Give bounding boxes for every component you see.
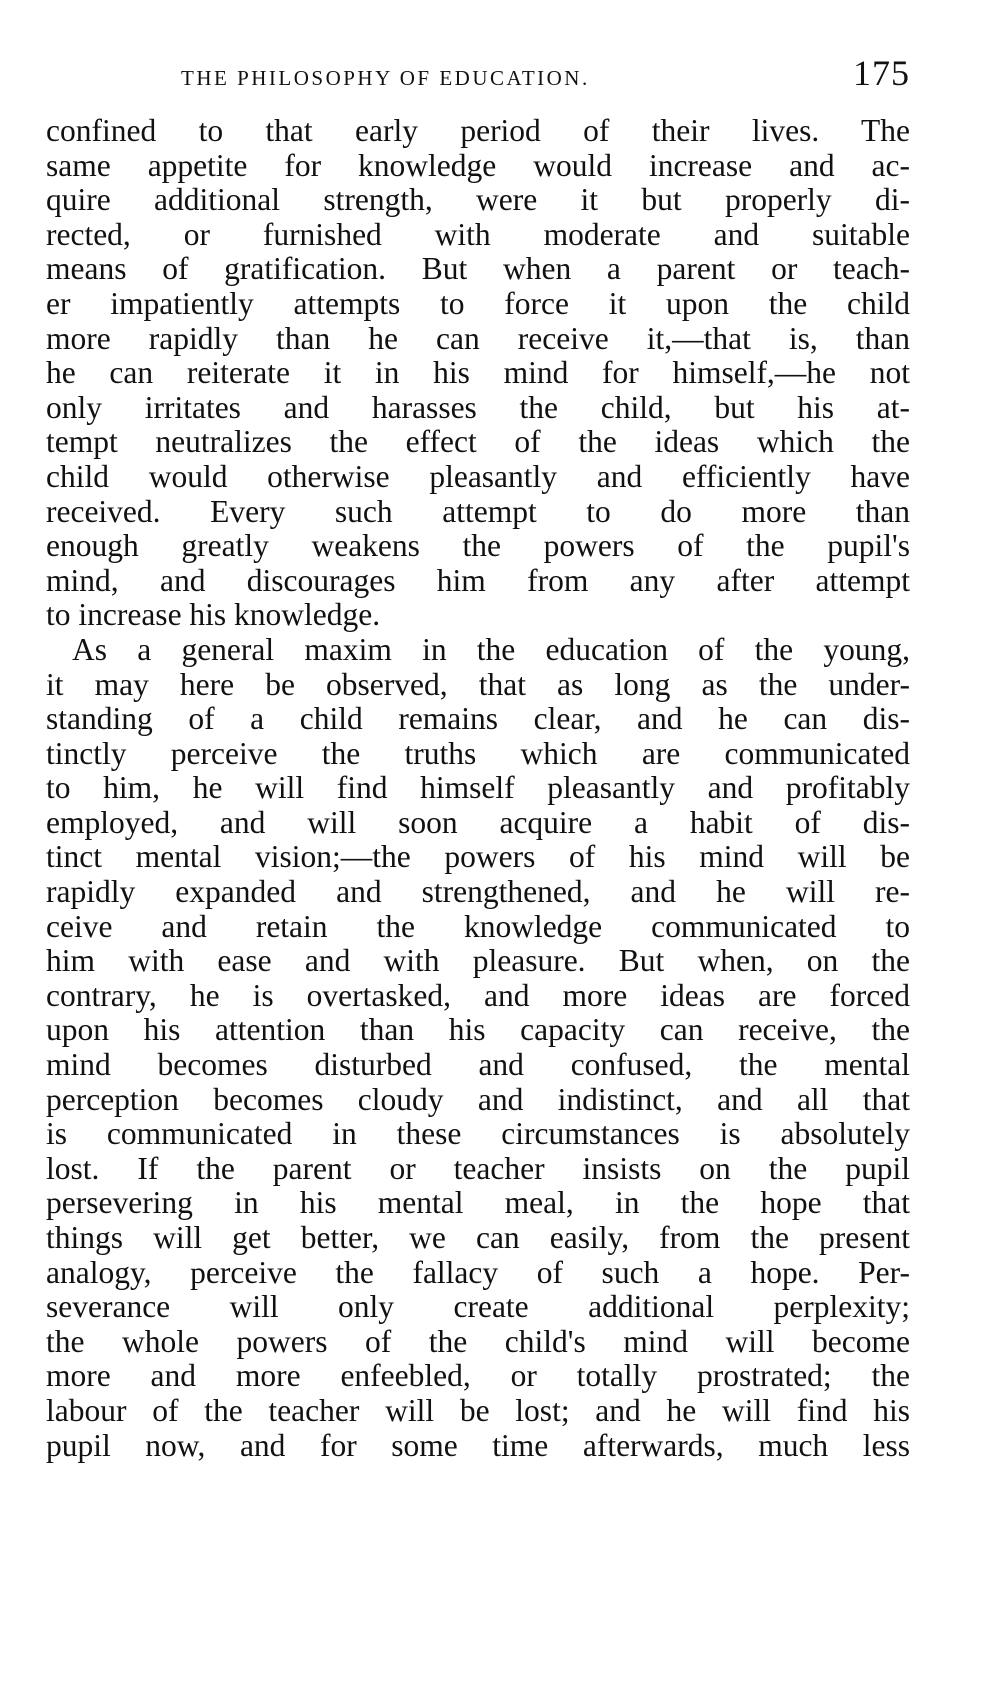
- text-line: him with ease and with pleasure. But when, on the: [46, 943, 910, 979]
- text-line: rapidly expanded and strengthened, and he will re-: [46, 874, 910, 910]
- text-line: upon his attention than his capacity can receive, the: [46, 1012, 910, 1048]
- paragraph-1: [46, 114, 910, 633]
- text-line: is communicated in these circumstances is absolutely: [46, 1116, 910, 1152]
- running-head: [46, 52, 910, 102]
- text-line: to increase his knowledge.: [46, 597, 381, 633]
- text-line: standing of a child remains clear, and he can dis-: [46, 701, 910, 737]
- text-line: mind becomes disturbed and confused, the mental: [46, 1047, 910, 1083]
- text-line: rected, or furnished with moderate and suitable: [46, 216, 910, 252]
- text-line: the whole powers of the child's mind will become: [46, 1323, 910, 1359]
- text-line: pupil now, and for some time afterwards, much less: [46, 1427, 910, 1463]
- running-title: THE PHILOSOPHY OF EDUCATION.: [181, 66, 590, 90]
- text-line: to him, he will find himself pleasantly and profitably: [46, 770, 910, 806]
- book-page: [46, 52, 910, 1463]
- text-line: same appetite for knowledge would increase and ac-: [46, 147, 910, 183]
- text-line: employed, and will soon acquire a habit of dis-: [46, 804, 910, 840]
- text-line: severance will only create additional perplexity;: [46, 1289, 910, 1325]
- text-line: child would otherwise pleasantly and efficiently have: [46, 458, 910, 494]
- text-line: ceive and retain the knowledge communicated to: [46, 908, 910, 944]
- page-number: 175: [853, 53, 910, 93]
- text-line: As a general maxim in the education of the young,: [72, 631, 910, 667]
- paragraph-2: [46, 633, 910, 1463]
- text-line: contrary, he is overtasked, and more ideas are forced: [46, 977, 910, 1013]
- body-text: [46, 114, 910, 1463]
- text-line: er impatiently attempts to force it upon the child: [46, 285, 910, 321]
- text-line: received. Every such attempt to do more than: [46, 493, 910, 529]
- text-line: only irritates and harasses the child, but his at-: [46, 389, 910, 425]
- text-line: tinct mental vision;—the powers of his mind will be: [46, 839, 910, 875]
- text-line: means of gratification. But when a parent or teach-: [46, 251, 910, 287]
- text-line: persevering in his mental meal, in the hope that: [46, 1185, 910, 1221]
- text-line: it may here be observed, that as long as the under-: [46, 666, 910, 702]
- text-line: analogy, perceive the fallacy of such a hope. Per-: [46, 1254, 910, 1290]
- text-line: he can reiterate it in his mind for himself,—he not: [46, 355, 910, 391]
- text-line: quire additional strength, were it but properly di-: [46, 182, 910, 218]
- text-line: perception becomes cloudy and indistinct, and all that: [46, 1081, 910, 1117]
- text-line: more rapidly than he can receive it,—that is, than: [46, 320, 910, 356]
- text-line: confined to that early period of their lives. The: [46, 113, 910, 148]
- text-line: mind, and discourages him from any after attempt: [46, 562, 910, 598]
- text-line: lost. If the parent or teacher insists on the pupil: [46, 1150, 910, 1186]
- text-line: more and more enfeebled, or totally prostrated; the: [46, 1358, 910, 1394]
- text-line: tinctly perceive the truths which are communicated: [46, 735, 910, 771]
- text-line: labour of the teacher will be lost; and he will find his: [46, 1392, 910, 1428]
- text-line: things will get better, we can easily, from the present: [46, 1220, 910, 1255]
- text-line: tempt neutralizes the effect of the ideas which the: [46, 424, 910, 460]
- text-line: enough greatly weakens the powers of the pupil's: [46, 528, 910, 564]
